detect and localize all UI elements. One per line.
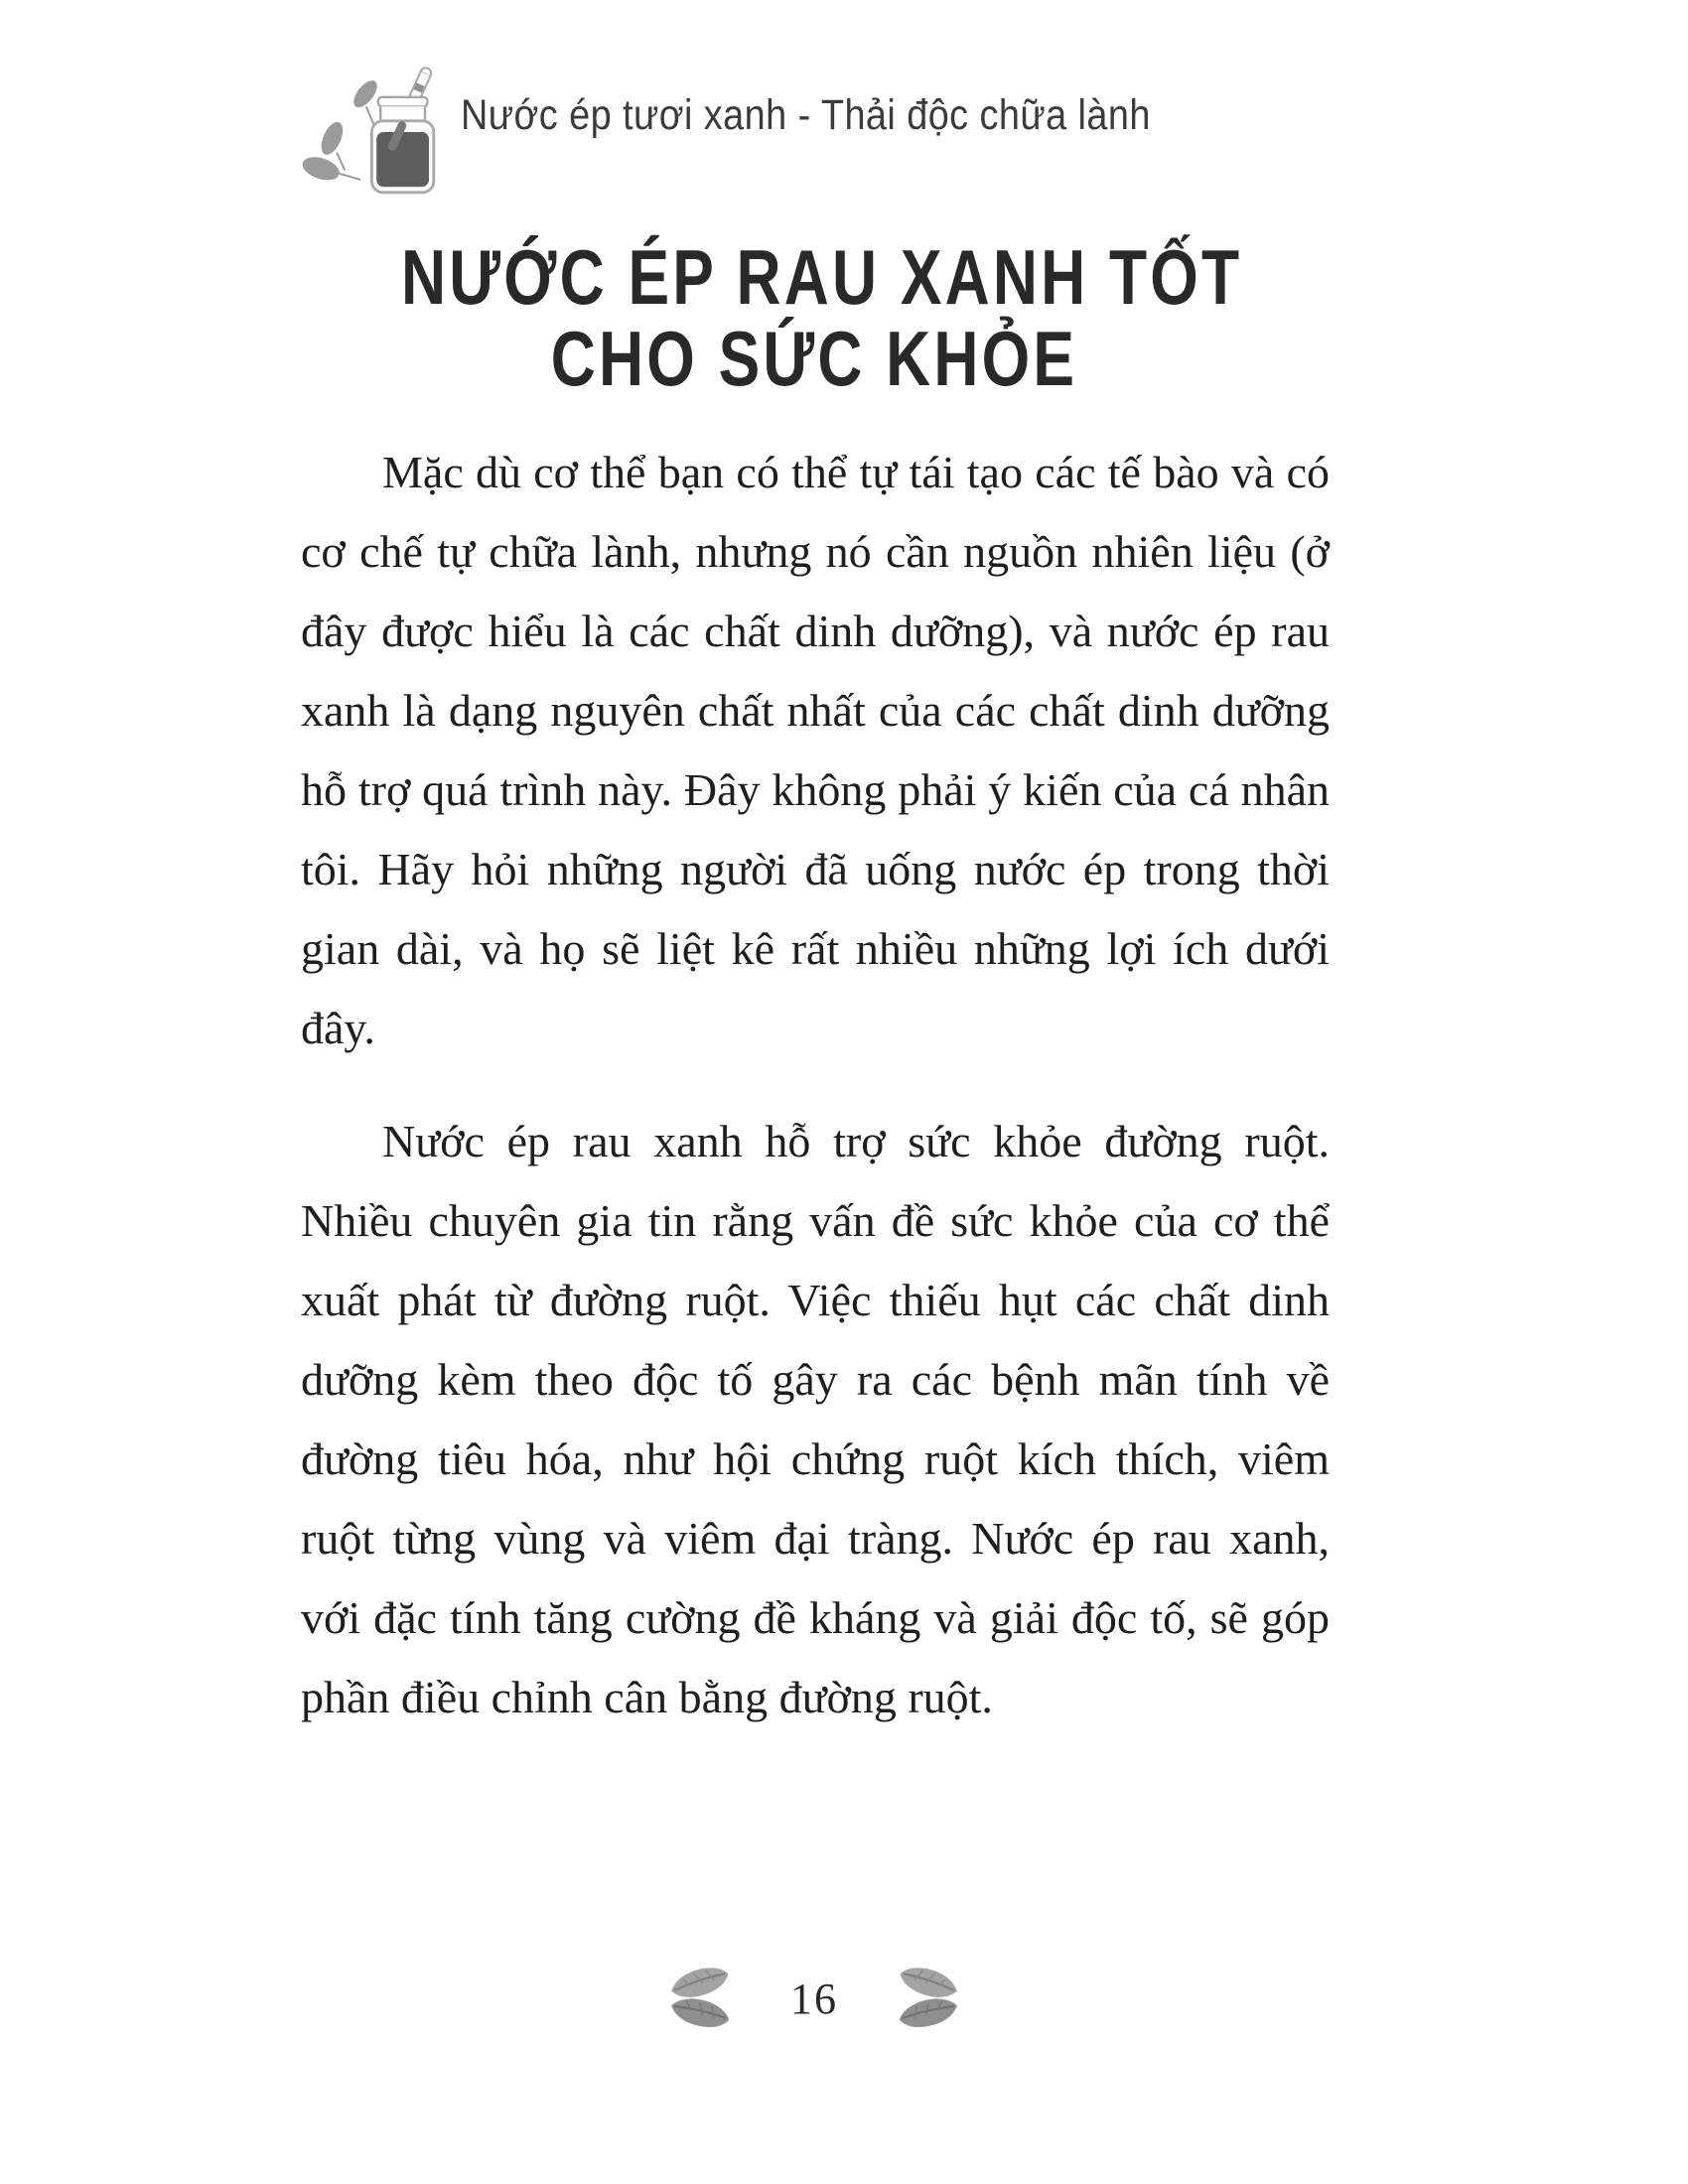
- page-header: [286, 50, 1245, 206]
- paragraph-1: Mặc dù cơ thể bạn có thể tự tái tạo các tế bào và có cơ chế tự chữa lành, nhưng nó cần nguồn nhiên liệu (ở đây được hiểu là các chất dinh dưỡng), và nước ép rau xanh là dạng nguyên chất nhất của các chất dinh dưỡng hỗ trợ quá trình này. Đây không phải ý kiến của cá nhân tôi. Hãy hỏi những người đã uống nước ép trong thời gian dài, và họ sẽ liệt kê rất nhiều những lợi ích dưới đây.: [301, 447, 1330, 1053]
- body-text: [301, 433, 1330, 1737]
- juice-jar-icon: [286, 50, 445, 206]
- page-footer: [298, 1968, 1331, 2029]
- leaf-ornament-right-icon: [890, 1968, 963, 2029]
- page-number: 16: [790, 1974, 838, 2023]
- chapter-title: [298, 233, 1331, 402]
- chapter-title-line2: CHO SỨC KHỎE: [550, 315, 1078, 402]
- running-title: Nước ép tươi xanh - Thải độc chữa lành: [461, 90, 1151, 139]
- paragraph-2: Nước ép rau xanh hỗ trợ sức khỏe đường ruột. Nhiều chuyên gia tin rằng vấn đề sức khỏe của cơ thể xuất phát từ đường ruột. Việc thiếu hụt các chất dinh dưỡng kèm theo độc tố gây ra các bệnh mãn tính về đường tiêu hóa, như hội chứng ruột kích thích, viêm ruột từng vùng và viêm đại tràng. Nước ép rau xanh, với đặc tính tăng cường đề kháng và giải độc tố, sẽ góp phần điều chỉnh cân bằng đường ruột.: [301, 1116, 1330, 1722]
- leaf-ornament-left-icon: [665, 1968, 739, 2029]
- chapter-title-line1: NƯỚC ÉP RAU XANH TỐT: [401, 233, 1243, 321]
